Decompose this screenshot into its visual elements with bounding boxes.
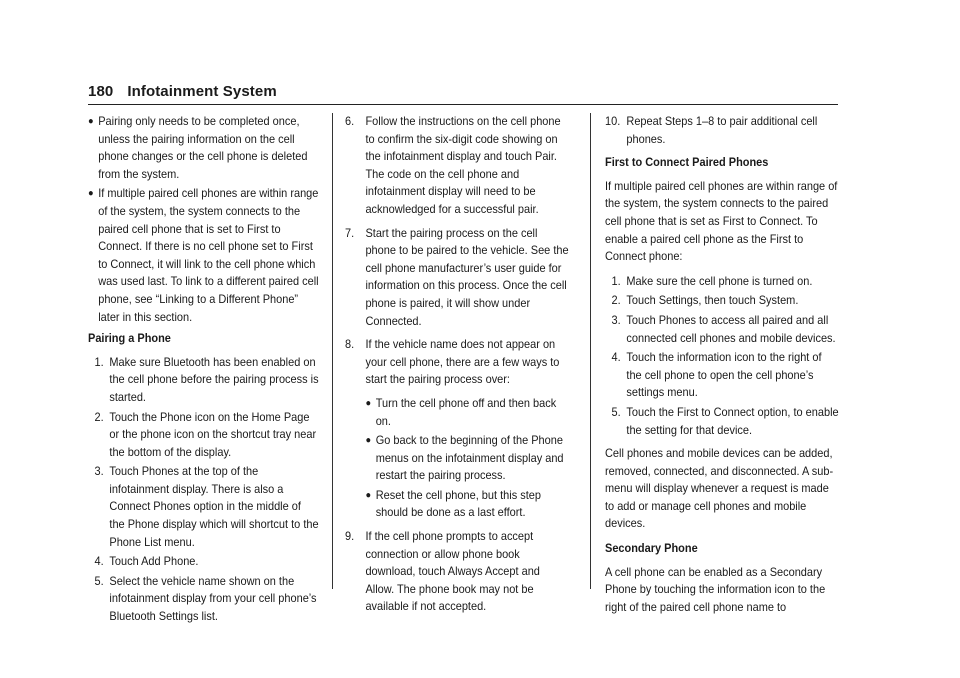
column-2 xyxy=(345,113,570,622)
step-item: 8. If the vehicle name does not appear on your cell phone, there are a few ways to start the pairing process over: xyxy=(345,337,560,387)
paragraph: A cell phone can be enabled as a Secondary Phone by touching the information icon to the right of the paired cell phone name to xyxy=(605,564,826,614)
step-item: 2. Touch the Phone icon on the Home Page or the phone icon on the shortcut tray near the bottom of the display. xyxy=(94,409,317,459)
sub-bullet-item: ● Go back to the beginning of the Phone menus on the infotainment display and restart the pairing process. xyxy=(365,433,564,483)
sub-bullet-item: ● Turn the cell phone off and then back on. xyxy=(365,395,557,428)
bullet-icon: ● xyxy=(365,397,372,409)
paragraph: Cell phones and mobile devices can be added, removed, connected, and disconnected. A sub-menu will display whenever a request is made to add or manage cell phones and mobile devices. xyxy=(605,446,834,531)
step-item: 4. Touch Add Phone. xyxy=(94,554,199,569)
bullet-icon: ● xyxy=(88,116,94,127)
step-item: 3. Touch Phones to access all paired and all connected cell phones and mobile devices. xyxy=(611,312,836,345)
bullet-icon: ● xyxy=(88,188,94,200)
step-item: 2. Touch Settings, then touch System. xyxy=(611,293,799,308)
header-rule xyxy=(88,104,838,105)
bullet-icon: ● xyxy=(365,489,372,501)
bullet-item: ● If multiple paired cell phones are within range of the system, the system connects to the paired cell phone that is set to First to Connect. If there is no cell phone set to First to Connect, it will link to the cell phone which was used last. To link to a different paired cell phone, see “Linking to a Different Phone” later in this section. xyxy=(88,186,319,324)
step-item: 9. If the cell phone prompts to accept connection or allow phone book download, touch Always Accept and Allow. The phone book may not be available if not accepted. xyxy=(345,529,540,614)
section-title: Infotainment System xyxy=(127,83,277,100)
section-heading: Pairing a Phone xyxy=(88,331,171,346)
section-heading: First to Connect Paired Phones xyxy=(605,155,769,170)
paragraph: If multiple paired cell phones are within range of the system, the system connects to the paired cell phone that is set as First to Connect. To enable a paired cell phone as the First to Connect phone: xyxy=(605,178,838,264)
page-number: 180 xyxy=(88,83,114,100)
bullet-icon: ● xyxy=(365,435,372,447)
bullet-item: ● Pairing only needs to be completed once, unless the pairing information on the cell phone changes or the cell phone is deleted from the system. xyxy=(88,114,308,181)
step-item: 7. Start the pairing process on the cell phone to be paired to the vehicle. See the cell phone manufacturer’s user guide for information on this process. Once the cell phone is paired, it will show under Connected. xyxy=(345,225,569,328)
step-item: 4. Touch the information icon to the right of the cell phone to open the cell phone’s settings menu. xyxy=(611,350,822,400)
step-item: 1. Make sure Bluetooth has been enabled on the cell phone before the pairing process is started. xyxy=(94,354,319,404)
sub-bullet-item: ● Reset the cell phone, but this step should be done as a last effort. xyxy=(365,487,541,520)
column-1 xyxy=(88,113,319,628)
step-item: 10. Repeat Steps 1–8 to pair additional cell phones. xyxy=(605,114,818,146)
section-heading: Secondary Phone xyxy=(605,541,698,556)
column-divider-2 xyxy=(590,113,591,589)
step-item: 3. Touch Phones at the top of the infotainment display. There is also a Connect Phones option in the middle of the Phone display which will shortcut to the Phone List menu. xyxy=(94,464,319,549)
column-3 xyxy=(605,113,839,623)
step-item: 5. Select the vehicle name shown on the infotainment display from your cell phone’s Bluetooth Settings list. xyxy=(94,573,317,624)
step-item: 5. Touch the First to Connect option, to enable the setting for that device. xyxy=(611,404,839,437)
step-item: 1. Make sure the cell phone is turned on. xyxy=(611,273,813,288)
column-divider-1 xyxy=(332,113,333,589)
step-item: 6. Follow the instructions on the cell phone to confirm the six-digit code showing on the infotainment display and touch Pair. The code on the cell phone and infotainment display will need to be acknowledged for a successful pair. xyxy=(345,114,561,216)
page-header xyxy=(88,83,838,105)
